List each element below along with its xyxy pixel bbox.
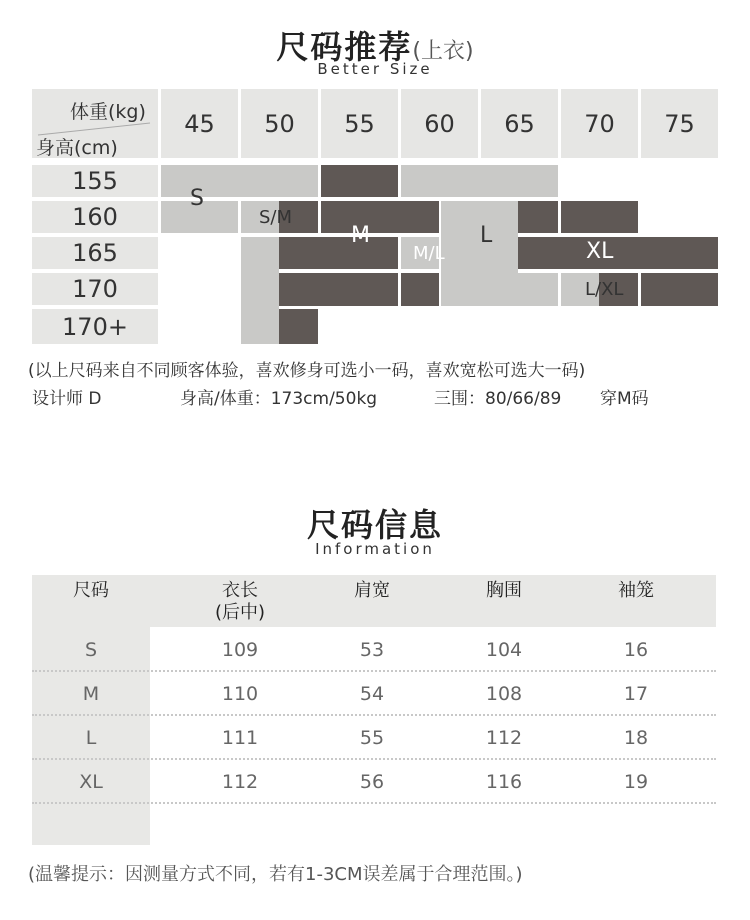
size-block-dark <box>321 165 398 197</box>
weight-header-cell: 45 <box>161 89 238 158</box>
designer-size: 穿M码 <box>600 389 649 409</box>
row-divider <box>32 670 716 672</box>
size-block-light <box>241 309 279 344</box>
designer-name: 设计师 D <box>32 389 102 409</box>
designer-measurements: 三围：80/66/89 <box>434 389 562 409</box>
height-header-cell: 170 <box>32 273 158 305</box>
height-header-cell: 170+ <box>32 309 158 344</box>
corner-height-label: 身高(cm) <box>36 137 118 159</box>
size-block-dark <box>321 201 439 233</box>
recommend-subtitle: Better Size <box>317 60 433 78</box>
weight-header-cell: 55 <box>321 89 398 158</box>
cell-shoulder: 56 <box>359 771 385 793</box>
recommend-title-sub: (上衣) <box>412 39 474 64</box>
row-divider <box>32 714 716 716</box>
size-block-light <box>441 273 558 306</box>
cell-size: L <box>85 727 97 749</box>
weight-header-cell: 60 <box>401 89 478 158</box>
cell-size: M <box>82 683 100 705</box>
cell-armhole: 17 <box>623 683 649 705</box>
cell-armhole: 18 <box>623 727 649 749</box>
cell-length: 109 <box>221 639 259 661</box>
info-title: 尺码信息 <box>306 506 443 544</box>
size-block-dark <box>279 309 318 344</box>
cell-bust: 108 <box>485 683 523 705</box>
size-block-dark <box>279 273 398 306</box>
row-divider <box>32 758 716 760</box>
cell-shoulder: 54 <box>359 683 385 705</box>
header-shoulder: 肩宽 <box>354 580 390 601</box>
weight-header-cell: 75 <box>641 89 718 158</box>
cell-armhole: 16 <box>623 639 649 661</box>
cell-shoulder: 53 <box>359 639 385 661</box>
cell-bust: 112 <box>485 727 523 749</box>
size-block-light <box>401 165 558 197</box>
header-bust: 胸围 <box>486 580 522 601</box>
measurement-tip: (温馨提示：因测量方式不同，若有1-3CM误差属于合理范围。) <box>28 864 523 885</box>
size-block-dark <box>561 201 638 233</box>
size-label-l: L <box>480 223 493 248</box>
header-armhole: 袖笼 <box>618 580 654 601</box>
designer-height-weight: 身高/体重：173cm/50kg <box>180 389 378 409</box>
size-block-dark <box>279 237 398 269</box>
cell-length: 112 <box>221 771 259 793</box>
cell-bust: 116 <box>485 771 523 793</box>
size-block-dark <box>518 237 718 269</box>
size-block-light <box>241 237 279 309</box>
size-label-ml: M/L <box>413 243 445 264</box>
size-block-dark <box>641 273 718 306</box>
size-label-sm: S/M <box>259 207 293 228</box>
size-block-dark <box>401 273 439 306</box>
cell-size: XL <box>79 771 103 793</box>
header-length: 衣长 (后中) <box>214 580 266 623</box>
weight-header-cell: 65 <box>481 89 558 158</box>
cell-length: 111 <box>221 727 259 749</box>
corner-weight-label: 体重(kg) <box>70 101 146 123</box>
cell-armhole: 19 <box>623 771 649 793</box>
cell-shoulder: 55 <box>359 727 385 749</box>
size-label-m: M <box>351 223 370 248</box>
corner-header-cell <box>32 89 158 158</box>
recommend-title: 尺码推荐(上衣) <box>276 28 474 66</box>
weight-header-cell: 70 <box>561 89 638 158</box>
header-size: 尺码 <box>73 580 109 601</box>
recommend-note: (以上尺码来自不同顾客体验，喜欢修身可选小一码，喜欢宽松可选大一码) <box>28 361 586 381</box>
height-header-cell: 160 <box>32 201 158 233</box>
size-label-s: S <box>190 186 204 211</box>
size-block-light <box>161 165 318 197</box>
height-header-cell: 155 <box>32 165 158 197</box>
size-block-dark <box>518 201 558 233</box>
size-label-xl: XL <box>586 239 614 264</box>
cell-size: S <box>84 639 98 661</box>
info-subtitle: Information <box>315 540 435 558</box>
cell-length: 110 <box>221 683 259 705</box>
weight-header-cell: 50 <box>241 89 318 158</box>
row-divider <box>32 802 716 804</box>
height-header-cell: 165 <box>32 237 158 269</box>
cell-bust: 104 <box>485 639 523 661</box>
size-label-lxl: L/XL <box>585 279 624 300</box>
